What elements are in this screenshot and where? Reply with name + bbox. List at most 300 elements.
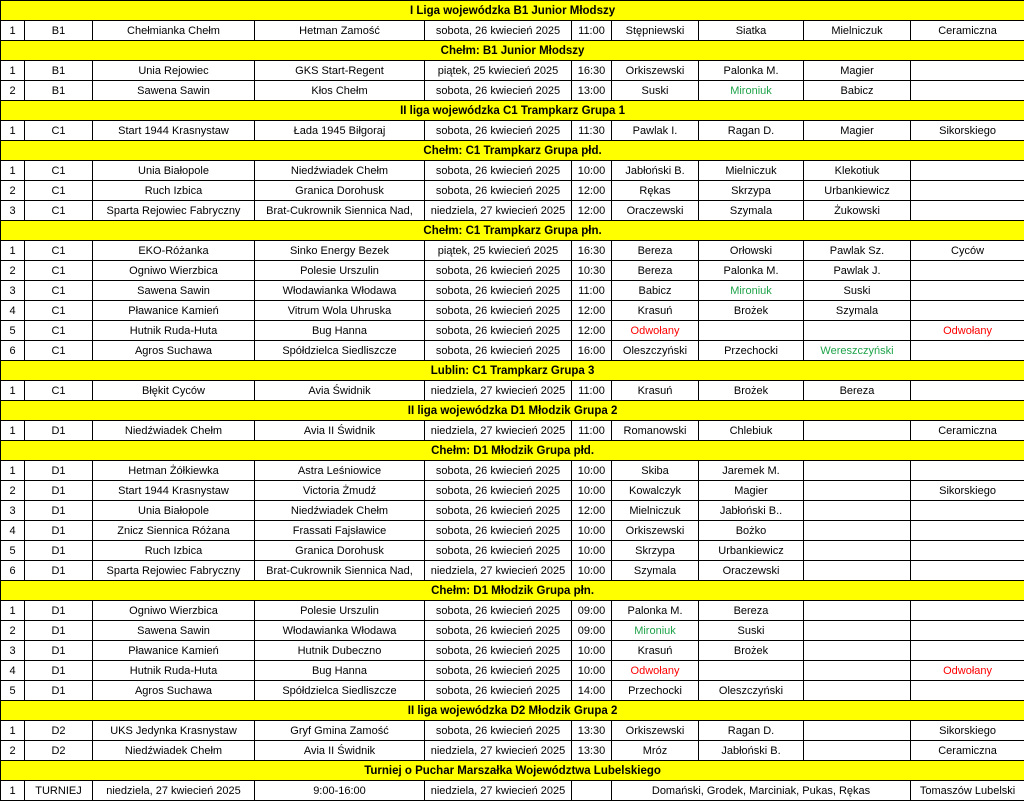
venue-cell: Odwołany — [911, 661, 1024, 681]
match-number-cell: 2 — [1, 261, 25, 281]
match-date-cell: sobota, 26 kwiecień 2025 — [425, 601, 572, 621]
age-category-cell: C1 — [25, 161, 93, 181]
age-category-cell: C1 — [25, 121, 93, 141]
assistant-referee-1-cell: Przechocki — [699, 341, 804, 361]
home-team-cell: Ruch Izbica — [93, 181, 255, 201]
home-team-cell: Niedźwiadek Chełm — [93, 741, 255, 761]
match-number-cell: 1 — [1, 121, 25, 141]
assistant-referee-1-cell: Orłowski — [699, 241, 804, 261]
section-title: Chełm: D1 Młodzik Grupa płn. — [1, 581, 1024, 601]
assistant-referee-1-cell: Siatka — [699, 21, 804, 41]
away-team-cell: Brat-Cukrownik Siennica Nad, — [255, 561, 425, 581]
home-team-cell: Sparta Rejowiec Fabryczny — [93, 561, 255, 581]
match-date-cell: sobota, 26 kwiecień 2025 — [425, 641, 572, 661]
match-number-cell: 2 — [1, 621, 25, 641]
assistant-referee-2-cell — [804, 561, 911, 581]
home-team-cell: Chełmianka Chełm — [93, 21, 255, 41]
match-row — [1, 421, 1024, 441]
match-date-cell: sobota, 26 kwiecień 2025 — [425, 281, 572, 301]
age-category-cell: B1 — [25, 61, 93, 81]
match-number-cell: 2 — [1, 81, 25, 101]
match-date-cell: sobota, 26 kwiecień 2025 — [425, 661, 572, 681]
away-team-cell: Vitrum Wola Uhruska — [255, 301, 425, 321]
assistant-referee-1-cell: Urbankiewicz — [699, 541, 804, 561]
kickoff-time-cell: 11:00 — [572, 421, 612, 441]
away-team-cell: Hetman Zamość — [255, 21, 425, 41]
match-row — [1, 201, 1024, 221]
away-team-cell: Łada 1945 Biłgoraj — [255, 121, 425, 141]
referee-cell: Orkiszewski — [612, 521, 699, 541]
kickoff-time-cell: 12:00 — [572, 201, 612, 221]
assistant-referee-1-cell: Szymala — [699, 201, 804, 221]
referee-cell: Romanowski — [612, 421, 699, 441]
section-title: II liga wojewódzka C1 Trampkarz Grupa 1 — [1, 101, 1024, 121]
kickoff-time-cell: 11:00 — [572, 281, 612, 301]
referee-cell: Kowalczyk — [612, 481, 699, 501]
away-team-cell: Astra Leśniowice — [255, 461, 425, 481]
match-date-cell: sobota, 26 kwiecień 2025 — [425, 461, 572, 481]
assistant-referee-2-cell: Klekotiuk — [804, 161, 911, 181]
section-header-row — [1, 401, 1024, 421]
kickoff-time-cell: 09:00 — [572, 621, 612, 641]
match-row — [1, 781, 1024, 801]
away-team-cell: Victoria Żmudź — [255, 481, 425, 501]
referee-cell: Szymala — [612, 561, 699, 581]
match-number-cell: 1 — [1, 781, 25, 801]
match-date-cell: niedziela, 27 kwiecień 2025 — [425, 421, 572, 441]
assistant-referee-2-cell: Pawlak J. — [804, 261, 911, 281]
venue-cell — [911, 261, 1024, 281]
section-header-row — [1, 221, 1024, 241]
assistant-referee-2-cell — [804, 681, 911, 701]
kickoff-time-cell: 16:00 — [572, 341, 612, 361]
kickoff-time-cell: 10:00 — [572, 561, 612, 581]
home-team-cell: Hutnik Ruda-Huta — [93, 321, 255, 341]
away-team-cell: Bug Hanna — [255, 661, 425, 681]
assistant-referee-1-cell: Chlebiuk — [699, 421, 804, 441]
age-category-cell: D1 — [25, 421, 93, 441]
venue-cell — [911, 521, 1024, 541]
age-category-cell: D1 — [25, 461, 93, 481]
match-date-cell: sobota, 26 kwiecień 2025 — [425, 341, 572, 361]
match-row — [1, 641, 1024, 661]
kickoff-time-cell: 16:30 — [572, 61, 612, 81]
home-team-cell: Agros Suchawa — [93, 681, 255, 701]
assistant-referee-1-cell: Brożek — [699, 641, 804, 661]
match-row — [1, 541, 1024, 561]
match-date-cell: sobota, 26 kwiecień 2025 — [425, 261, 572, 281]
assistant-referee-2-cell: Żukowski — [804, 201, 911, 221]
match-number-cell: 4 — [1, 301, 25, 321]
age-category-cell: B1 — [25, 81, 93, 101]
away-team-cell: Bug Hanna — [255, 321, 425, 341]
assistant-referee-2-cell — [804, 521, 911, 541]
referee-cell: Odwołany — [612, 661, 699, 681]
referee-cell: Skrzypa — [612, 541, 699, 561]
kickoff-time-cell: 13:30 — [572, 741, 612, 761]
kickoff-time-cell: 11:00 — [572, 381, 612, 401]
home-team-cell: Pławanice Kamień — [93, 301, 255, 321]
match-date-cell: niedziela, 27 kwiecień 2025 — [425, 381, 572, 401]
referee-cell: Krasuń — [612, 381, 699, 401]
assistant-referee-1-cell: Oraczewski — [699, 561, 804, 581]
assistant-referee-1-cell: Bereza — [699, 601, 804, 621]
home-team-cell: Pławanice Kamień — [93, 641, 255, 661]
home-team-cell: Unia Białopole — [93, 501, 255, 521]
venue-cell: Ceramiczna — [911, 421, 1024, 441]
match-number-cell: 3 — [1, 201, 25, 221]
assistant-referee-2-cell — [804, 621, 911, 641]
match-date-cell: sobota, 26 kwiecień 2025 — [425, 81, 572, 101]
match-number-cell: 2 — [1, 741, 25, 761]
home-team-cell: Hetman Żółkiewka — [93, 461, 255, 481]
assistant-referee-2-cell: Szymala — [804, 301, 911, 321]
match-row — [1, 681, 1024, 701]
match-date-cell: sobota, 26 kwiecień 2025 — [425, 301, 572, 321]
age-category-cell: D1 — [25, 541, 93, 561]
referee-cell: Orkiszewski — [612, 61, 699, 81]
match-row — [1, 601, 1024, 621]
kickoff-time-cell: 13:00 — [572, 81, 612, 101]
referee-cell: Palonka M. — [612, 601, 699, 621]
section-header-row — [1, 41, 1024, 61]
away-team-cell: Granica Dorohusk — [255, 541, 425, 561]
section-header-row — [1, 101, 1024, 121]
age-category-cell: D1 — [25, 561, 93, 581]
referee-cell: Mróz — [612, 741, 699, 761]
assistant-referee-1-cell: Palonka M. — [699, 261, 804, 281]
referee-cell: Bereza — [612, 241, 699, 261]
match-row — [1, 81, 1024, 101]
match-row — [1, 61, 1024, 81]
match-date-cell: sobota, 26 kwiecień 2025 — [425, 721, 572, 741]
assistant-referee-1-cell: Mironiuk — [699, 81, 804, 101]
match-date-cell: sobota, 26 kwiecień 2025 — [425, 181, 572, 201]
assistant-referee-2-cell — [804, 721, 911, 741]
home-team-cell: Hutnik Ruda-Huta — [93, 661, 255, 681]
match-number-cell: 6 — [1, 561, 25, 581]
kickoff-time-cell: 12:00 — [572, 181, 612, 201]
assistant-referee-2-cell — [804, 321, 911, 341]
away-team-cell: Granica Dorohusk — [255, 181, 425, 201]
age-category-cell: C1 — [25, 181, 93, 201]
assistant-referee-1-cell: Brożek — [699, 301, 804, 321]
venue-cell — [911, 561, 1024, 581]
kickoff-time-cell: 12:00 — [572, 321, 612, 341]
venue-cell — [911, 181, 1024, 201]
referee-cell: Orkiszewski — [612, 721, 699, 741]
assistant-referee-1-cell: Magier — [699, 481, 804, 501]
section-title: Turniej o Puchar Marszałka Województwa Lubelskiego — [1, 761, 1024, 781]
age-category-cell: D1 — [25, 521, 93, 541]
venue-cell — [911, 61, 1024, 81]
away-team-cell: Polesie Urszulin — [255, 601, 425, 621]
assistant-referee-2-cell: Suski — [804, 281, 911, 301]
kickoff-time-cell: 10:00 — [572, 521, 612, 541]
assistant-referee-2-cell: Urbankiewicz — [804, 181, 911, 201]
match-date-cell: piątek, 25 kwiecień 2025 — [425, 61, 572, 81]
home-team-cell: EKO-Różanka — [93, 241, 255, 261]
schedule-body — [1, 1, 1024, 801]
referee-cell: Skiba — [612, 461, 699, 481]
match-date-cell: sobota, 26 kwiecień 2025 — [425, 501, 572, 521]
match-row — [1, 721, 1024, 741]
age-category-cell: TURNIEJ — [25, 781, 93, 801]
kickoff-time-cell: 09:00 — [572, 601, 612, 621]
match-date-cell: sobota, 26 kwiecień 2025 — [425, 681, 572, 701]
section-header-row — [1, 141, 1024, 161]
away-team-cell: Frassati Fajsławice — [255, 521, 425, 541]
away-team-cell: Włodawianka Włodawa — [255, 281, 425, 301]
venue-cell — [911, 281, 1024, 301]
venue-cell: Sikorskiego — [911, 121, 1024, 141]
match-number-cell: 3 — [1, 501, 25, 521]
referee-cell: Krasuń — [612, 301, 699, 321]
kickoff-time-cell: 10:00 — [572, 481, 612, 501]
kickoff-time-cell: 12:00 — [572, 301, 612, 321]
kickoff-time-cell: 10:00 — [572, 161, 612, 181]
referee-cell: Babicz — [612, 281, 699, 301]
venue-cell — [911, 301, 1024, 321]
referee-cell: Bereza — [612, 261, 699, 281]
home-team-cell: niedziela, 27 kwiecień 2025 — [93, 781, 255, 801]
match-number-cell: 1 — [1, 721, 25, 741]
age-category-cell: D1 — [25, 641, 93, 661]
match-row — [1, 481, 1024, 501]
assistant-referee-2-cell — [804, 601, 911, 621]
away-team-cell: Brat-Cukrownik Siennica Nad, — [255, 201, 425, 221]
match-row — [1, 161, 1024, 181]
assistant-referee-1-cell: Skrzypa — [699, 181, 804, 201]
age-category-cell: D1 — [25, 601, 93, 621]
match-row — [1, 501, 1024, 521]
referee-cell: Oraczewski — [612, 201, 699, 221]
assistant-referee-2-cell: Magier — [804, 121, 911, 141]
match-date-cell: sobota, 26 kwiecień 2025 — [425, 321, 572, 341]
section-header-row — [1, 701, 1024, 721]
match-row — [1, 661, 1024, 681]
away-team-cell: Avia II Świdnik — [255, 421, 425, 441]
referee-cell: Jabłoński B. — [612, 161, 699, 181]
away-team-cell: Hutnik Dubeczno — [255, 641, 425, 661]
match-date-cell: sobota, 26 kwiecień 2025 — [425, 621, 572, 641]
assistant-referee-2-cell: Babicz — [804, 81, 911, 101]
home-team-cell: Start 1944 Krasnystaw — [93, 481, 255, 501]
assistant-referee-2-cell: Magier — [804, 61, 911, 81]
assistant-referee-1-cell: Suski — [699, 621, 804, 641]
venue-cell — [911, 541, 1024, 561]
venue-cell — [911, 161, 1024, 181]
assistant-referee-2-cell: Mielniczuk — [804, 21, 911, 41]
venue-cell — [911, 341, 1024, 361]
match-row — [1, 121, 1024, 141]
section-title: Chełm: C1 Trampkarz Grupa płn. — [1, 221, 1024, 241]
match-date-cell: niedziela, 27 kwiecień 2025 — [425, 781, 572, 801]
home-team-cell: Niedźwiadek Chełm — [93, 421, 255, 441]
match-row — [1, 341, 1024, 361]
age-category-cell: C1 — [25, 201, 93, 221]
venue-cell — [911, 641, 1024, 661]
match-date-cell: niedziela, 27 kwiecień 2025 — [425, 741, 572, 761]
age-category-cell: C1 — [25, 261, 93, 281]
match-date-cell: sobota, 26 kwiecień 2025 — [425, 21, 572, 41]
kickoff-time-cell: 10:00 — [572, 661, 612, 681]
venue-cell: Ceramiczna — [911, 741, 1024, 761]
away-team-cell: Spółdzielca Siedliszcze — [255, 341, 425, 361]
referee-cell: Rękas — [612, 181, 699, 201]
assistant-referee-2-cell — [804, 481, 911, 501]
age-category-cell: D1 — [25, 481, 93, 501]
referee-cell: Oleszczyński — [612, 341, 699, 361]
section-title: Chełm: C1 Trampkarz Grupa płd. — [1, 141, 1024, 161]
match-number-cell: 1 — [1, 161, 25, 181]
match-row — [1, 281, 1024, 301]
assistant-referee-1-cell: Mielniczuk — [699, 161, 804, 181]
venue-cell: Sikorskiego — [911, 721, 1024, 741]
venue-cell: Ceramiczna — [911, 21, 1024, 41]
assistant-referee-1-cell — [699, 661, 804, 681]
home-team-cell: Ogniwo Wierzbica — [93, 261, 255, 281]
match-row — [1, 621, 1024, 641]
section-header-row — [1, 1, 1024, 21]
away-team-cell: Kłos Chełm — [255, 81, 425, 101]
match-number-cell: 2 — [1, 181, 25, 201]
home-team-cell: Sawena Sawin — [93, 621, 255, 641]
away-team-cell: Avia Świdnik — [255, 381, 425, 401]
venue-cell — [911, 461, 1024, 481]
age-category-cell: C1 — [25, 341, 93, 361]
age-category-cell: C1 — [25, 281, 93, 301]
away-team-cell: Polesie Urszulin — [255, 261, 425, 281]
age-category-cell: D1 — [25, 501, 93, 521]
match-date-cell: niedziela, 27 kwiecień 2025 — [425, 561, 572, 581]
assistant-referee-2-cell — [804, 421, 911, 441]
venue-cell: Sikorskiego — [911, 481, 1024, 501]
match-date-cell: sobota, 26 kwiecień 2025 — [425, 121, 572, 141]
assistant-referee-1-cell: Jaremek M. — [699, 461, 804, 481]
away-team-cell: 9:00-16:00 — [255, 781, 425, 801]
section-header-row — [1, 361, 1024, 381]
age-category-cell: D2 — [25, 721, 93, 741]
age-category-cell: D1 — [25, 681, 93, 701]
assistant-referee-2-cell — [804, 661, 911, 681]
section-header-row — [1, 581, 1024, 601]
age-category-cell: C1 — [25, 241, 93, 261]
away-team-cell: GKS Start-Regent — [255, 61, 425, 81]
venue-cell — [911, 201, 1024, 221]
home-team-cell: Ogniwo Wierzbica — [93, 601, 255, 621]
assistant-referee-1-cell: Ragan D. — [699, 721, 804, 741]
match-number-cell: 6 — [1, 341, 25, 361]
home-team-cell: Sawena Sawin — [93, 281, 255, 301]
referee-cell: Domański, Grodek, Marciniak, Pukas, Rękas — [612, 781, 911, 801]
assistant-referee-1-cell: Jabłoński B. — [699, 741, 804, 761]
kickoff-time-cell — [572, 781, 612, 801]
home-team-cell: Ruch Izbica — [93, 541, 255, 561]
match-row — [1, 741, 1024, 761]
referee-cell: Mironiuk — [612, 621, 699, 641]
referee-cell: Pawlak I. — [612, 121, 699, 141]
assistant-referee-2-cell — [804, 501, 911, 521]
age-category-cell: D1 — [25, 621, 93, 641]
match-row — [1, 301, 1024, 321]
referee-cell: Mielniczuk — [612, 501, 699, 521]
assistant-referee-2-cell: Wereszczyński — [804, 341, 911, 361]
referee-cell: Odwołany — [612, 321, 699, 341]
match-number-cell: 1 — [1, 21, 25, 41]
match-row — [1, 321, 1024, 341]
assistant-referee-1-cell: Brożek — [699, 381, 804, 401]
age-category-cell: D1 — [25, 661, 93, 681]
away-team-cell: Gryf Gmina Zamość — [255, 721, 425, 741]
kickoff-time-cell: 12:00 — [572, 501, 612, 521]
assistant-referee-1-cell — [699, 321, 804, 341]
kickoff-time-cell: 16:30 — [572, 241, 612, 261]
match-number-cell: 3 — [1, 641, 25, 661]
match-number-cell: 5 — [1, 321, 25, 341]
kickoff-time-cell: 11:30 — [572, 121, 612, 141]
away-team-cell: Niedźwiadek Chełm — [255, 161, 425, 181]
section-title: Chełm: B1 Junior Młodszy — [1, 41, 1024, 61]
match-row — [1, 561, 1024, 581]
referee-cell: Suski — [612, 81, 699, 101]
home-team-cell: Sparta Rejowiec Fabryczny — [93, 201, 255, 221]
section-title: II liga wojewódzka D2 Młodzik Grupa 2 — [1, 701, 1024, 721]
age-category-cell: C1 — [25, 321, 93, 341]
assistant-referee-1-cell: Ragan D. — [699, 121, 804, 141]
assistant-referee-2-cell: Bereza — [804, 381, 911, 401]
away-team-cell: Niedźwiadek Chełm — [255, 501, 425, 521]
venue-cell — [911, 601, 1024, 621]
match-date-cell: sobota, 26 kwiecień 2025 — [425, 161, 572, 181]
venue-cell: Cyców — [911, 241, 1024, 261]
match-number-cell: 1 — [1, 241, 25, 261]
venue-cell — [911, 681, 1024, 701]
match-number-cell: 5 — [1, 681, 25, 701]
home-team-cell: Start 1944 Krasnystaw — [93, 121, 255, 141]
kickoff-time-cell: 10:30 — [572, 261, 612, 281]
kickoff-time-cell: 10:00 — [572, 541, 612, 561]
kickoff-time-cell: 13:30 — [572, 721, 612, 741]
section-title: II liga wojewódzka D1 Młodzik Grupa 2 — [1, 401, 1024, 421]
venue-cell — [911, 621, 1024, 641]
referee-cell: Przechocki — [612, 681, 699, 701]
age-category-cell: C1 — [25, 381, 93, 401]
match-number-cell: 4 — [1, 521, 25, 541]
venue-cell: Tomaszów Lubelski — [911, 781, 1024, 801]
match-row — [1, 521, 1024, 541]
away-team-cell: Spółdzielca Siedliszcze — [255, 681, 425, 701]
age-category-cell: D2 — [25, 741, 93, 761]
assistant-referee-1-cell: Bożko — [699, 521, 804, 541]
away-team-cell: Avia II Świdnik — [255, 741, 425, 761]
match-date-cell: niedziela, 27 kwiecień 2025 — [425, 201, 572, 221]
kickoff-time-cell: 10:00 — [572, 641, 612, 661]
assistant-referee-2-cell: Pawlak Sz. — [804, 241, 911, 261]
match-number-cell: 5 — [1, 541, 25, 561]
assistant-referee-2-cell — [804, 461, 911, 481]
match-date-cell: sobota, 26 kwiecień 2025 — [425, 521, 572, 541]
match-date-cell: sobota, 26 kwiecień 2025 — [425, 541, 572, 561]
match-number-cell: 1 — [1, 61, 25, 81]
section-header-row — [1, 761, 1024, 781]
referee-cell: Stępniewski — [612, 21, 699, 41]
venue-cell — [911, 381, 1024, 401]
assistant-referee-1-cell: Mironiuk — [699, 281, 804, 301]
match-number-cell: 3 — [1, 281, 25, 301]
home-team-cell: Sawena Sawin — [93, 81, 255, 101]
venue-cell — [911, 501, 1024, 521]
